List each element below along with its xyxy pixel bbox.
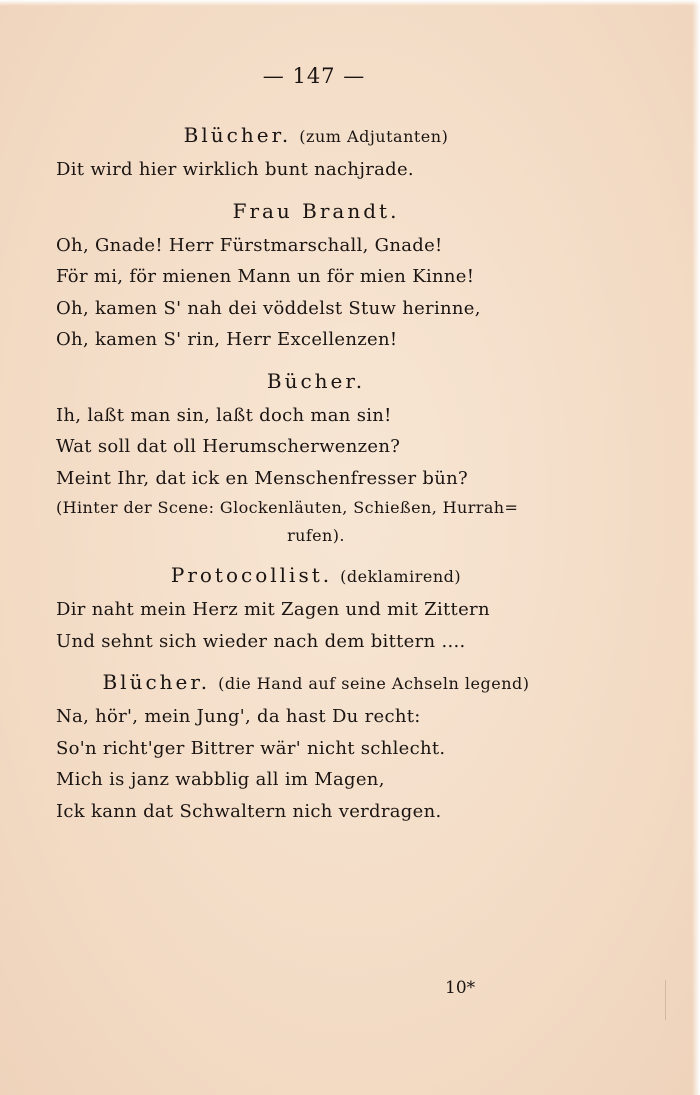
- speaker-heading: [56, 667, 576, 697]
- speaker-heading: [56, 120, 576, 150]
- dialogue-text: [56, 120, 576, 837]
- verse-line: Ick kann dat Schwaltern nich verdragen.: [56, 800, 442, 822]
- verse-line: För mi, för mienen Mann un för mien Kinne!: [56, 266, 475, 287]
- speaker-direction: (zum Adjutanten): [299, 127, 449, 146]
- page-right-edge: [692, 0, 700, 1095]
- verse-line: Na, hör', mein Jung', da hast Du recht:: [56, 706, 421, 727]
- verse-line: Ih, laßt man sin, laßt doch man sin!: [56, 404, 392, 426]
- signature-mark: 10*: [445, 978, 476, 998]
- speaker-heading: [56, 560, 576, 590]
- dialogue-block-protocollist: [56, 560, 576, 657]
- speaker-name: Blücher.: [183, 123, 292, 147]
- paper-crease: [665, 980, 666, 1020]
- verse-line: Meint Ihr, dat ick en Menschenfresser bün?: [56, 467, 468, 489]
- speaker-name: Bücher.: [266, 368, 366, 393]
- page-number: — 147 —: [262, 64, 366, 88]
- stage-direction: [56, 494, 576, 550]
- dialogue-block-buecher: [56, 366, 576, 551]
- speaker-heading: [56, 196, 576, 226]
- speaker-name: Frau Brandt.: [232, 198, 400, 223]
- speaker-heading: [56, 366, 576, 396]
- speaker-direction: (die Hand auf seine Achseln legend): [218, 674, 530, 693]
- verse-line: Dir naht mein Herz mit Zagen und mit Zittern: [56, 599, 490, 620]
- speaker-name: Protocollist.: [170, 563, 333, 587]
- page-top-edge: [0, 0, 700, 6]
- verse-line: Oh, Gnade! Herr Fürstmarschall, Gnade!: [56, 234, 443, 256]
- speaker-direction: (deklamirend): [340, 567, 462, 586]
- verse-line: Mich is janz wabblig all im Magen,: [56, 769, 385, 790]
- verse-line: So'n richt'ger Bittrer wär' nicht schlecht.: [56, 737, 446, 759]
- dialogue-block-frau-brandt: [56, 196, 576, 356]
- speaker-name: Blücher.: [102, 670, 211, 694]
- stage-direction-line-1: (Hinter der Scene: Glockenläuten, Schießen, Hurrah=: [56, 498, 519, 517]
- stage-direction-line-2: rufen).: [287, 526, 345, 545]
- verse-line: Oh, kamen S' rin, Herr Excellenzen!: [56, 329, 398, 350]
- verse-line: Dit wird hier wirklich bunt nachjrade.: [56, 159, 414, 180]
- verse-line: Oh, kamen S' nah dei vöddelst Stuw herinne,: [56, 297, 481, 319]
- dialogue-block-bluecher-1: [56, 120, 576, 186]
- verse-line: Und sehnt sich wieder nach dem bittern ....: [56, 630, 466, 652]
- verse-line: Wat soll dat oll Herumscherwenzen?: [56, 436, 401, 457]
- dialogue-block-bluecher-2: [56, 667, 576, 827]
